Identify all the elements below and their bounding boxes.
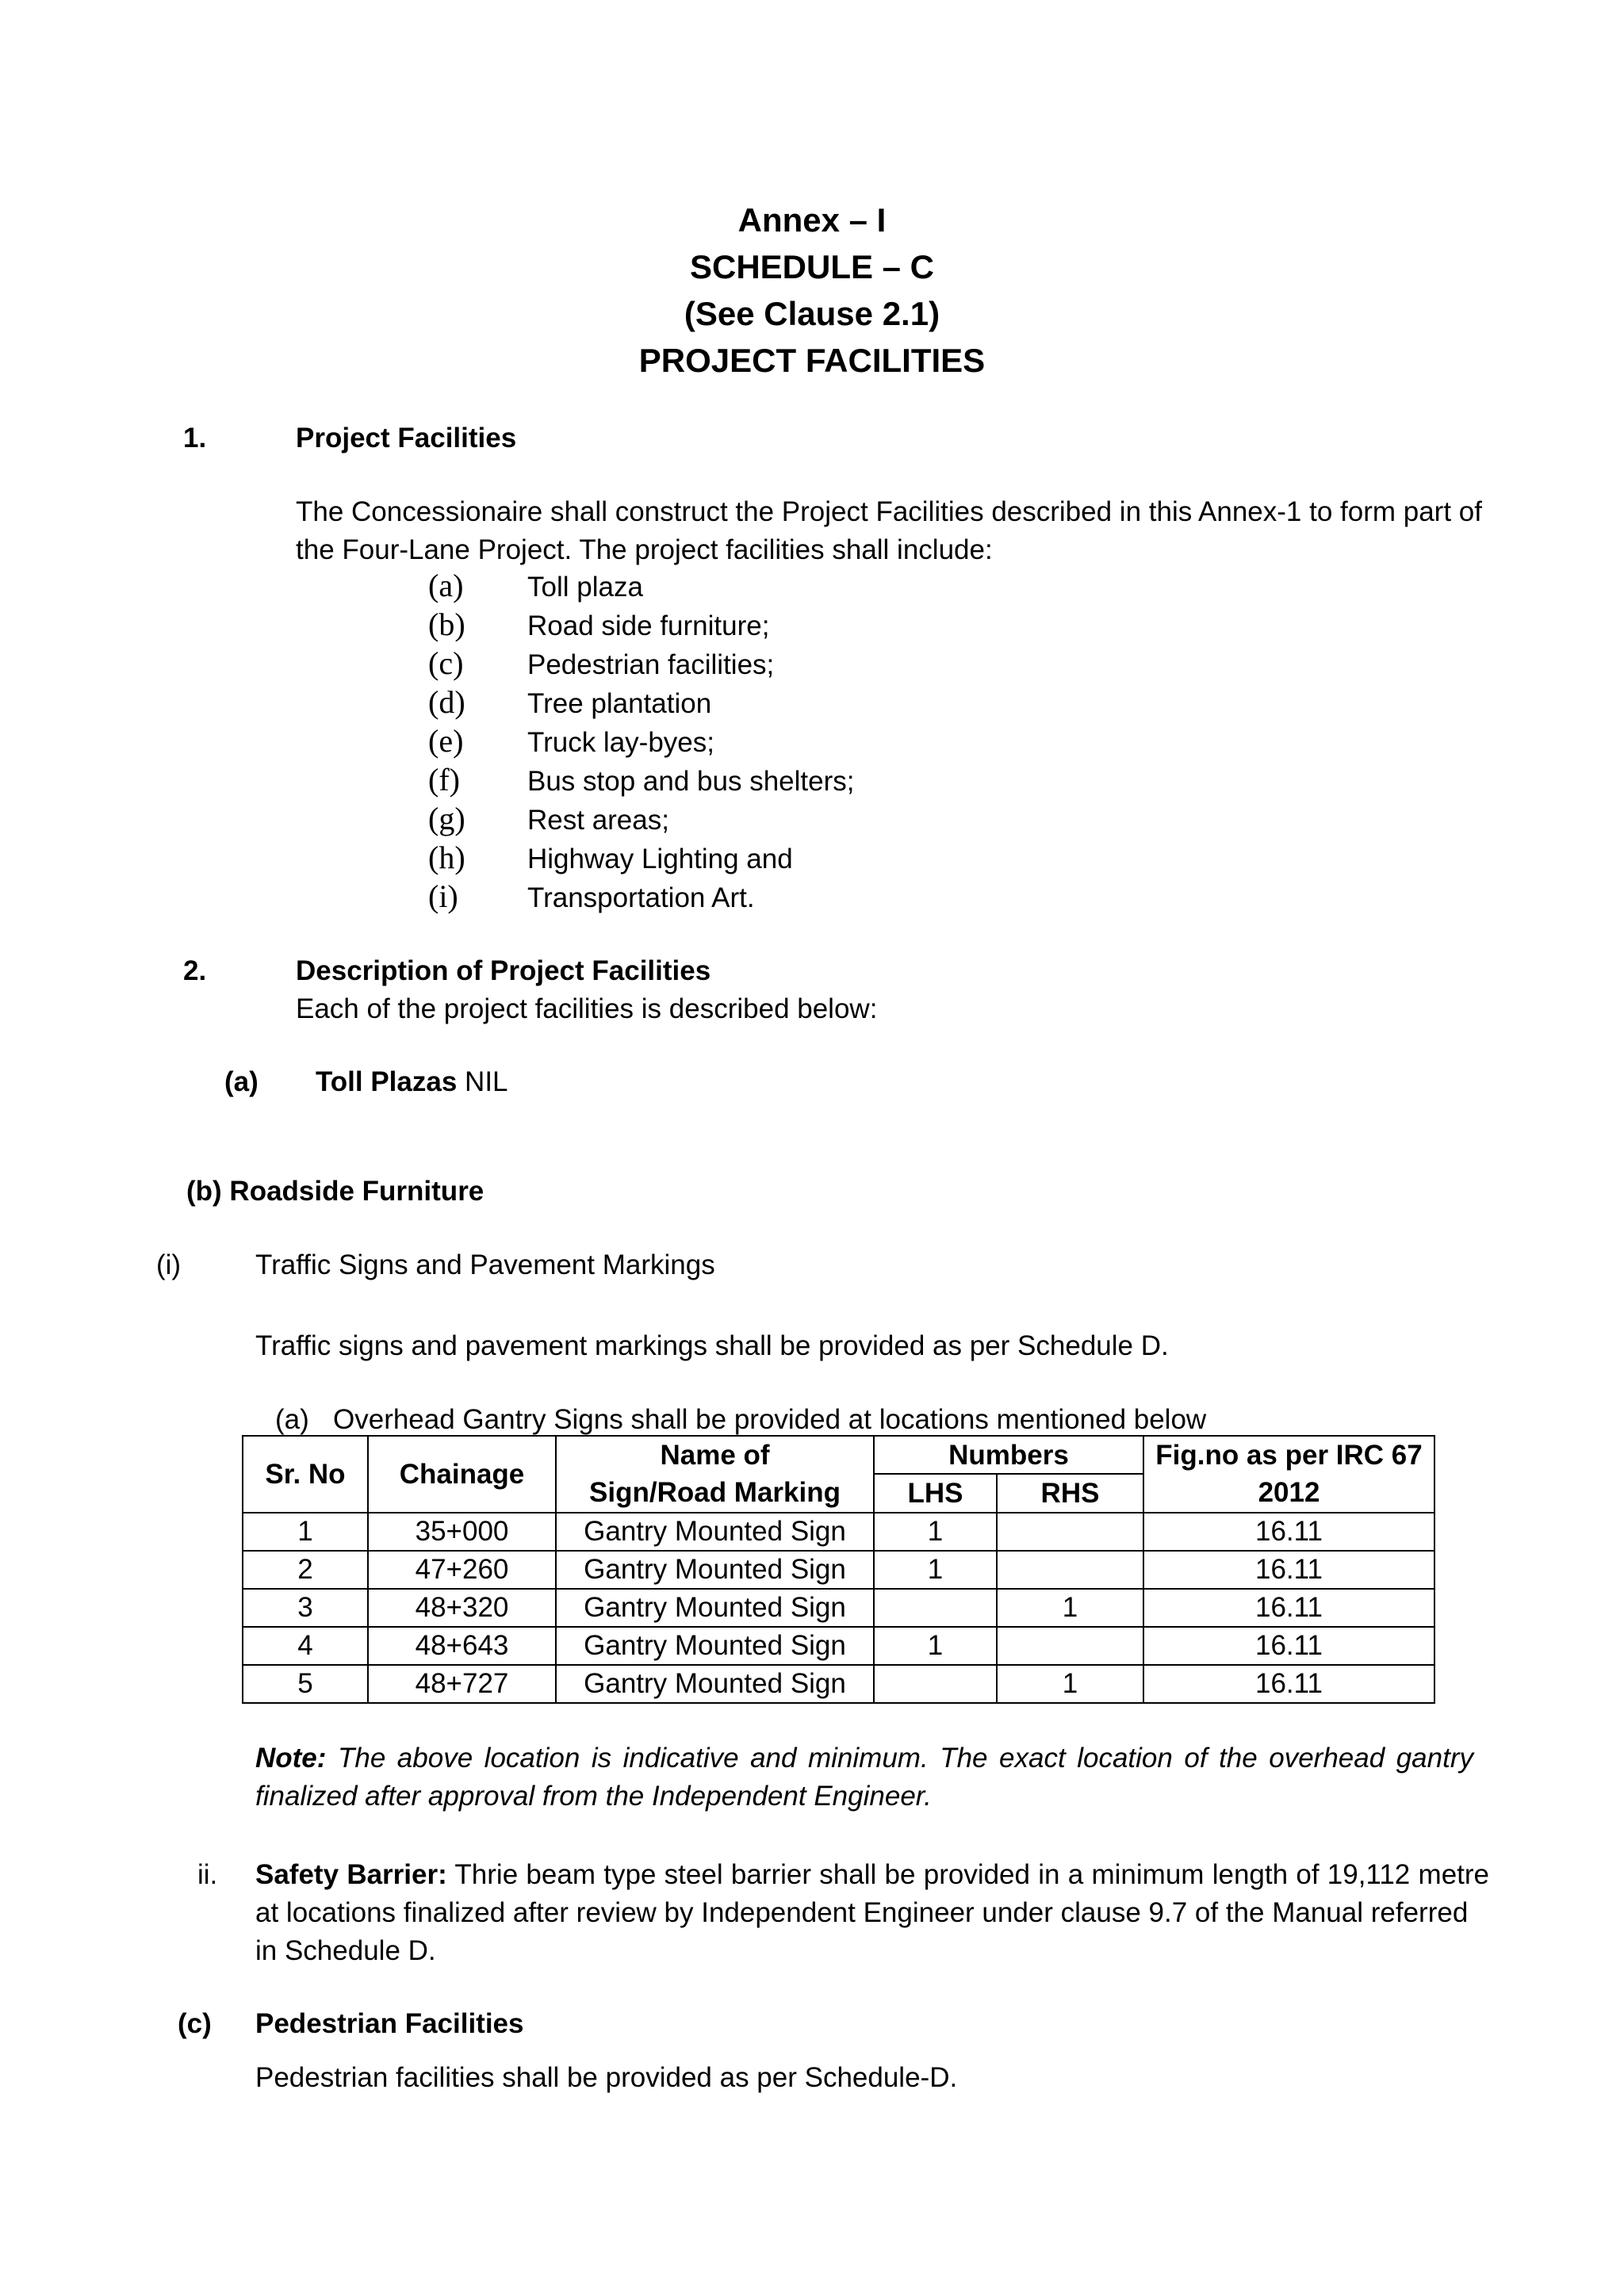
list-item: Truck lay-byes;: [527, 727, 714, 758]
schedule-title: SCHEDULE – C: [689, 248, 935, 285]
safety-barrier-label: Safety Barrier:: [255, 1859, 447, 1890]
list-marker: (i): [428, 878, 458, 914]
list-item: Toll plaza: [527, 572, 643, 603]
header-sr-no: Sr. No: [243, 1436, 368, 1513]
list-item: Road side furniture;: [527, 610, 770, 641]
header-lhs: LHS: [874, 1474, 997, 1512]
list-item: Rest areas;: [527, 805, 669, 836]
traffic-signs-text: Traffic signs and pavement markings shall be provided as per Schedule D.: [255, 1330, 1169, 1361]
section2-title: Description of Project Facilities: [296, 955, 711, 986]
clause-reference: (See Clause 2.1): [684, 295, 940, 332]
cell-sr: 4: [243, 1627, 368, 1665]
table-row: [243, 1551, 1434, 1589]
cell-rhs: [997, 1627, 1143, 1665]
list-marker: (a): [428, 568, 464, 603]
list-marker: (h): [428, 840, 465, 875]
cell-fig: 16.11: [1143, 1627, 1434, 1665]
cell-sr: 1: [243, 1513, 368, 1551]
list-marker: (g): [428, 801, 465, 836]
roadside-furniture-heading: (b) Roadside Furniture: [186, 1176, 485, 1207]
gantry-signs-table: [242, 1435, 1435, 1704]
safety-barrier-marker: ii.: [197, 1859, 218, 1890]
header-numbers: Numbers: [874, 1436, 1143, 1474]
list-item: Transportation Art.: [527, 882, 755, 913]
table-row: [243, 1665, 1434, 1703]
toll-plazas-marker: (a): [224, 1066, 259, 1097]
safety-barrier-line1: [255, 1861, 1489, 1888]
pedestrian-marker: (c): [178, 2008, 212, 2039]
list-item: Pedestrian facilities;: [527, 649, 775, 680]
cell-chainage: 48+320: [368, 1589, 556, 1627]
cell-lhs: 1: [874, 1513, 997, 1551]
cell-sr: 2: [243, 1551, 368, 1589]
cell-sign-name: Gantry Mounted Sign: [556, 1513, 874, 1551]
safety-barrier-line3: in Schedule D.: [255, 1935, 436, 1966]
cell-chainage: 47+260: [368, 1551, 556, 1589]
cell-lhs: [874, 1589, 997, 1627]
list-marker: (f): [428, 762, 460, 798]
table-row: [243, 1627, 1434, 1665]
section1-paragraph-line2: the Four-Lane Project. The project facilities shall include:: [296, 534, 993, 565]
traffic-signs-title: Traffic Signs and Pavement Markings: [255, 1249, 715, 1280]
cell-fig: 16.11: [1143, 1589, 1434, 1627]
annex-title: Annex – I: [737, 201, 887, 239]
cell-fig: 16.11: [1143, 1665, 1434, 1703]
section1-number: 1.: [183, 423, 207, 453]
table-row: [243, 1589, 1434, 1627]
cell-fig: 16.11: [1143, 1513, 1434, 1551]
list-item: Highway Lighting and: [527, 844, 793, 874]
cell-sr: 3: [243, 1589, 368, 1627]
cell-lhs: 1: [874, 1551, 997, 1589]
safety-barrier-line2: at locations finalized after review by Independent Engineer under clause 9.7 of the Manual referred: [255, 1897, 1469, 1928]
list-marker: (e): [428, 723, 464, 759]
cell-sign-name: Gantry Mounted Sign: [556, 1665, 874, 1703]
traffic-signs-marker: (i): [156, 1249, 182, 1280]
header-chainage: Chainage: [368, 1436, 556, 1513]
list-item: Tree plantation: [527, 688, 712, 719]
cell-lhs: 1: [874, 1627, 997, 1665]
gantry-caption: Overhead Gantry Signs shall be provided at locations mentioned below: [333, 1404, 1207, 1435]
cell-lhs: [874, 1665, 997, 1703]
cell-sign-name: Gantry Mounted Sign: [556, 1551, 874, 1589]
cell-chainage: 48+727: [368, 1665, 556, 1703]
list-item: Bus stop and bus shelters;: [527, 766, 855, 797]
section2-intro: Each of the project facilities is described below:: [296, 993, 878, 1024]
section2-number: 2.: [183, 955, 207, 986]
header-sign-name: Name of Sign/Road Marking: [556, 1436, 874, 1513]
cell-rhs: 1: [997, 1665, 1143, 1703]
cell-rhs: [997, 1551, 1143, 1589]
section1-paragraph-line1: The Concessionaire shall construct the Project Facilities described in this Annex-1 to form part of: [296, 496, 1482, 527]
list-marker: (c): [428, 645, 464, 681]
cell-sr: 5: [243, 1665, 368, 1703]
toll-plazas-line: [316, 1068, 508, 1096]
section1-title: Project Facilities: [296, 423, 517, 453]
list-marker: (b): [428, 607, 465, 642]
note-text-line1: The above location is indicative and minimum. The exact location of the overhead gantry: [337, 1743, 1473, 1774]
gantry-caption-marker: (a): [275, 1404, 309, 1435]
list-marker: (d): [428, 684, 465, 720]
table-row: [243, 1513, 1434, 1551]
cell-chainage: 48+643: [368, 1627, 556, 1665]
pedestrian-title: Pedestrian Facilities: [255, 2008, 524, 2039]
note-line2: finalized after approval from the Independent Engineer.: [255, 1781, 932, 1812]
note-label: Note:: [255, 1743, 327, 1774]
cell-fig: 16.11: [1143, 1551, 1434, 1589]
toll-plazas-title: Toll Plazas: [316, 1066, 458, 1097]
toll-plazas-value: NIL: [465, 1066, 508, 1097]
safety-barrier-text-line1: Thrie beam type steel barrier shall be provided in a minimum length of 19,112 metre: [454, 1859, 1489, 1890]
cell-sign-name: Gantry Mounted Sign: [556, 1589, 874, 1627]
cell-rhs: 1: [997, 1589, 1143, 1627]
header-fig-no: Fig.no as per IRC 67 2012: [1143, 1436, 1434, 1513]
page-title: PROJECT FACILITIES: [638, 342, 986, 379]
cell-rhs: [997, 1513, 1143, 1551]
header-rhs: RHS: [997, 1474, 1143, 1512]
pedestrian-text: Pedestrian facilities shall be provided as per Schedule-D.: [255, 2062, 958, 2093]
note-line1: [255, 1744, 1473, 1772]
cell-sign-name: Gantry Mounted Sign: [556, 1627, 874, 1665]
cell-chainage: 35+000: [368, 1513, 556, 1551]
